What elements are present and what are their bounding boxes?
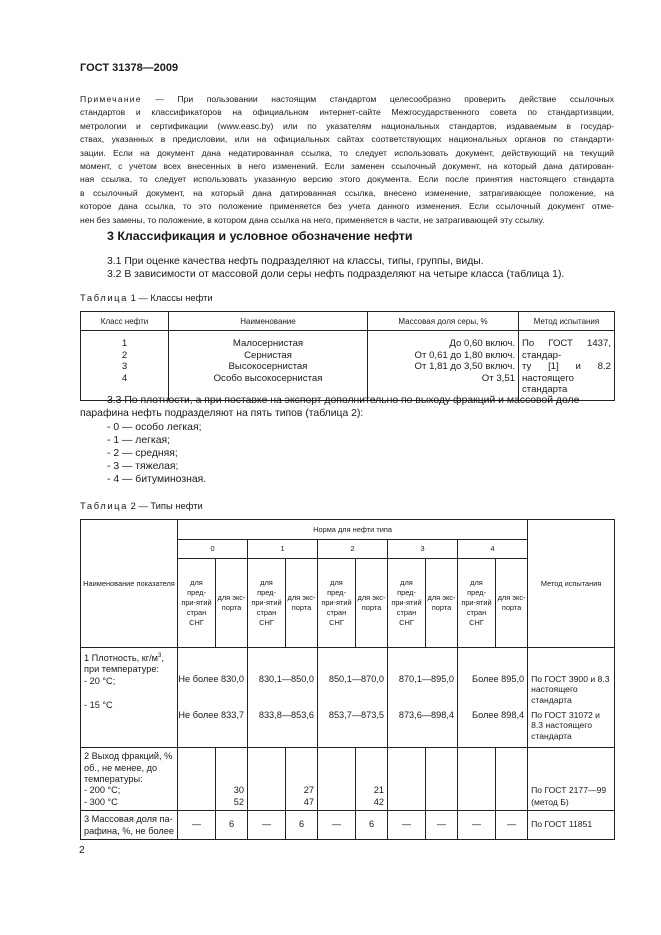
note-paragraph: [80, 93, 614, 227]
subheader-export: для экс-порта: [216, 559, 248, 648]
type-2-item: - 2 — средняя;: [107, 448, 178, 459]
note-line-3: метрологии и сертификации (www.easc.by) или по указателям национальных стандартов, издаваемым в государ-: [80, 120, 614, 131]
fractions-type-1-cis: [248, 748, 286, 811]
type-2-header: 2: [318, 540, 388, 559]
density-method: По ГОСТ 3900 и 8.3 настоящего стандарта По ГОСТ 31072 и 8.3 настоящего стандарта: [528, 648, 615, 748]
note-label: Примечание: [80, 94, 142, 104]
note-line-1: Примечание — При пользовании настоящим стандартом целесообразно проверить действие ссылочных: [80, 94, 614, 104]
table1-name-column: Малосернистая Сернистая Высокосернистая Особо высокосернистая: [169, 331, 368, 401]
subheader-export: для экс-порта: [496, 559, 528, 648]
note-line-9: которое дана ссылка, то это положение применяется без учета данного изменения. Если ссылочный документ отме-: [80, 201, 614, 212]
paraffin-type-2-export: 6: [356, 811, 388, 840]
paraffin-method: По ГОСТ 11851: [528, 811, 615, 840]
fractions-label: 2 Выход фракций, % об., не менее, до температуры: - 200 °С; - 300 °С: [81, 748, 178, 811]
density-type-0: Не более 830,0 Не более 833,7: [178, 648, 248, 748]
density-type-2: 850,1—870,0 853,7—873,5: [318, 648, 388, 748]
table2-header-method: Метод испытания: [528, 520, 615, 648]
table2-caption: Таблица 2 — Типы нефти: [80, 500, 203, 511]
fractions-type-4-export: [496, 748, 528, 811]
note-line-10: нен без замены, то положение, в котором дана ссылка на него, применяется в части, не затрагивающей эту ссылку.: [80, 214, 545, 225]
density-type-1: 830,1—850,0 833,8—853,6: [248, 648, 318, 748]
type-3-item: - 3 — тяжелая;: [107, 461, 179, 472]
note-line-2: стандартов и классификаторов на официальном интернет-сайте Межгосударственного совета по стандартизации,: [80, 107, 614, 118]
document-header: ГОСТ 31378—2009: [80, 62, 179, 74]
subheader-cis: для пред-при-ятий стран СНГ: [248, 559, 286, 648]
type-4-item: - 4 — битуминозная.: [107, 474, 207, 485]
fractions-type-0-cis: [178, 748, 216, 811]
note-line-7: ная ссылка, то следует использовать указанную версию этого документа. Если после принятия настоящего стандарта: [80, 174, 614, 185]
paraffin-type-0-export: 6: [216, 811, 248, 840]
type-1-item: - 1 — легкая;: [107, 435, 170, 446]
paraffin-type-0-cis: —: [178, 811, 216, 840]
page-number: 2: [79, 845, 85, 856]
fractions-type-2-export: 21 42: [356, 748, 388, 811]
paraffin-type-3-cis: —: [388, 811, 426, 840]
paraffin-type-1-export: 6: [286, 811, 318, 840]
fractions-method: По ГОСТ 2177—99 (метод Б): [528, 748, 615, 811]
table2-oil-types: [80, 519, 615, 840]
note-line-4: ствах, указанных в предисловии, или на официальных сайтах соответствующих национальных органов по стандарти-: [80, 134, 614, 145]
table1-caption: Таблица 1 — Классы нефти: [80, 292, 213, 303]
subheader-cis: для пред-при-ятий стран СНГ: [388, 559, 426, 648]
fractions-type-2-cis: [318, 748, 356, 811]
paragraph-3-3-line1: 3.3 По плотности, а при поставке на экспорт дополнительно по выходу фракций и массовой доле: [107, 395, 580, 406]
table2-header-name: Наименование показателя: [81, 520, 178, 648]
note-line-5: зации. Если на документ дана недатированная ссылка, то следует использовать документ, действующий на текущий: [80, 147, 614, 158]
paraffin-type-4-export: —: [496, 811, 528, 840]
density-type-4: Более 895,0 Более 898,4: [458, 648, 528, 748]
density-label: 1 Плотность, $кг/м^3$, при температуре: - 20 °С; - 15 °С: [81, 648, 178, 748]
table1-method-cell: По ГОСТ 1437, стандар- ту [1] и 8.2 настоящего стандарта: [519, 331, 615, 401]
type-3-header: 3: [388, 540, 458, 559]
subheader-export: для экс-порта: [426, 559, 458, 648]
paragraph-3-1: 3.1 При оценке качества нефть подразделяют на классы, типы, группы, виды.: [107, 256, 484, 267]
fractions-type-3-cis: [388, 748, 426, 811]
table1-header-method: Метод испытания: [519, 312, 615, 331]
subheader-export: для экс-порта: [286, 559, 318, 648]
table1-header-name: Наименование: [169, 312, 368, 331]
table2-header-norm: Норма для нефти типа: [178, 520, 528, 540]
table1-class-column: 1 2 3 4: [81, 331, 169, 401]
paraffin-type-3-export: —: [426, 811, 458, 840]
fractions-type-1-export: 27 47: [286, 748, 318, 811]
subheader-cis: для пред-при-ятий стран СНГ: [458, 559, 496, 648]
fractions-type-3-export: [426, 748, 458, 811]
subheader-cis: для пред-при-ятий стран СНГ: [178, 559, 216, 648]
fractions-type-0-export: 30 52: [216, 748, 248, 811]
subheader-export: для экс-порта: [356, 559, 388, 648]
paragraph-3-3-line2: парафина нефть подразделяют на пять типов (таблица 2):: [80, 408, 364, 419]
paraffin-type-4-cis: —: [458, 811, 496, 840]
type-1-header: 1: [248, 540, 318, 559]
table1-header-class: Класс нефти: [81, 312, 169, 331]
note-line-6: момент, с учетом всех внесенных в него изменений. Если заменен ссылочный документ, на который дана датирован-: [80, 161, 614, 172]
paragraph-3-2: 3.2 В зависимости от массовой доли серы нефть подразделяют на четыре класса (таблица 1).: [107, 269, 565, 280]
table1-oil-classes: [80, 311, 615, 401]
type-0-item: - 0 — особо легкая;: [107, 422, 202, 433]
paraffin-type-2-cis: —: [318, 811, 356, 840]
section-heading: 3 Классификация и условное обозначение нефти: [107, 229, 413, 243]
fractions-type-4-cis: [458, 748, 496, 811]
note-line-8: в ссылочный документ, на который дана датированная ссылка, внесено изменение, затрагивающее положение, на: [80, 187, 614, 198]
subheader-cis: для пред-при-ятий стран СНГ: [318, 559, 356, 648]
paraffin-type-1-cis: —: [248, 811, 286, 840]
table1-sulfur-column: До 0,60 включ. От 0,61 до 1,80 включ. От 1,81 до 3,50 включ. От 3,51: [368, 331, 519, 401]
density-type-3: 870,1—895,0 873,6—898,4: [388, 648, 458, 748]
type-4-header: 4: [458, 540, 528, 559]
type-0-header: 0: [178, 540, 248, 559]
paraffin-label: 3 Массовая доля па-рафина, %, не более: [81, 811, 178, 840]
table1-header-sulfur: Массовая доля серы, %: [368, 312, 519, 331]
